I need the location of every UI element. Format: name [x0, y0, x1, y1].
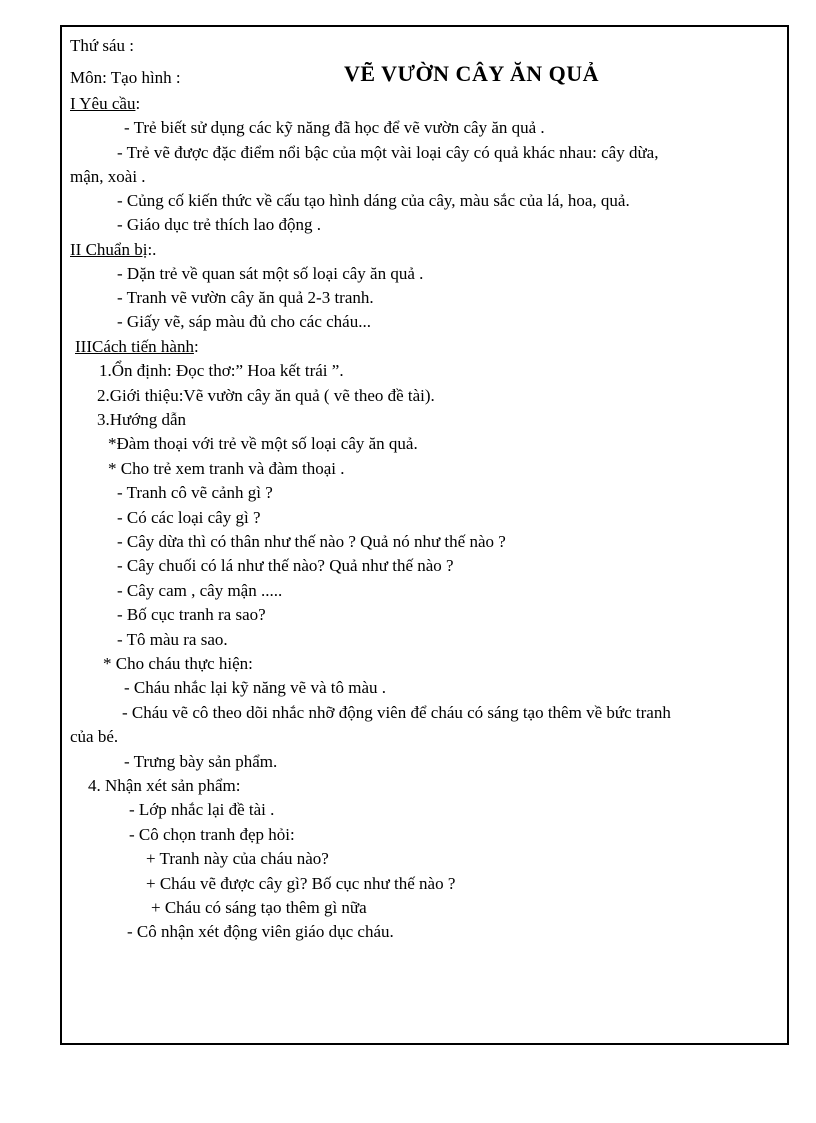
list-item: 4. Nhận xét sản phẩm:: [88, 776, 241, 795]
list-item: - Cây cam , cây mận .....: [117, 581, 283, 600]
list-item: - Giấy vẽ, sáp màu đủ cho các cháu...: [117, 312, 371, 331]
page-title: VẼ VƯỜN CÂY ĂN QUẢ: [344, 61, 600, 86]
subject-label: Môn: Tạo hình :: [70, 68, 181, 87]
list-item: - Lớp nhắc lại đề tài .: [129, 800, 275, 819]
list-item: * Cho cháu thực hiện:: [103, 654, 253, 673]
list-item: + Tranh này của cháu nào?: [146, 849, 329, 868]
list-item: - Giáo dục trẻ thích lao động .: [117, 215, 321, 234]
section-heading-requirements: [70, 94, 140, 114]
list-item: - Cây chuối có lá như thế nào? Quả như thế nào ?: [117, 556, 454, 575]
list-item: - Cháu vẽ cô theo dõi nhắc nhỡ động viên để cháu có sáng tạo thêm về bức tranh: [122, 703, 671, 722]
list-item: - Trẻ biết sử dụng các kỹ năng đã học để vẽ vườn cây ăn quả .: [124, 118, 545, 137]
list-item: - Tranh vẽ vườn cây ăn quả 2-3 tranh.: [117, 288, 374, 307]
list-item: - Cháu nhắc lại kỹ năng vẽ và tô màu .: [124, 678, 387, 697]
list-item: - Bố cục tranh ra sao?: [117, 605, 266, 624]
list-item: - Có các loại cây gì ?: [117, 508, 261, 527]
list-item: 1.Ổn định: Đọc thơ:” Hoa kết trái ”.: [99, 361, 344, 380]
list-item: - Tranh cô vẽ cảnh gì ?: [117, 483, 273, 502]
list-item: - Cây dừa thì có thân như thế nào ? Quả nó như thế nào ?: [117, 532, 506, 551]
list-item: - Trưng bày sản phẩm.: [124, 752, 278, 771]
list-item: của bé.: [70, 727, 119, 746]
list-item: - Trẻ vẽ được đặc điểm nổi bậc của một vài loại cây có quả khác nhau: cây dừa,: [117, 143, 659, 162]
section-heading-suffix: :.: [147, 240, 157, 259]
list-item: + Cháu có sáng tạo thêm gì nữa: [151, 898, 367, 917]
list-item: *Đàm thoại với trẻ về một số loại cây ăn quả.: [108, 434, 418, 453]
day-label: Thứ sáu :: [70, 36, 134, 55]
list-item: - Củng cố kiến thức về cấu tạo hình dáng của cây, màu sắc của lá, hoa, quả.: [117, 191, 630, 210]
section-heading-text: I Yêu cầu: [70, 94, 136, 113]
section-heading-suffix: :: [193, 337, 199, 356]
list-item: * Cho trẻ xem tranh và đàm thoại .: [108, 459, 345, 478]
list-item: - Cô nhận xét động viên giáo dục cháu.: [127, 922, 394, 941]
list-item: mận, xoài .: [70, 167, 146, 186]
list-item: - Dặn trẻ về quan sát một số loại cây ăn quả .: [117, 264, 424, 283]
section-heading-preparation: [70, 240, 156, 260]
list-item: 2.Giới thiệu:Vẽ vườn cây ăn quả ( vẽ theo đề tài).: [97, 386, 435, 405]
list-item: - Cô chọn tranh đẹp hỏi:: [129, 825, 295, 844]
list-item: - Tô màu ra sao.: [117, 630, 228, 649]
section-heading-suffix: :: [135, 94, 141, 113]
section-heading-text: II Chuẩn bị: [70, 240, 148, 259]
list-item: + Cháu vẽ được cây gì? Bố cục như thế nào ?: [146, 874, 456, 893]
section-heading-text: IIICách tiến hành: [75, 337, 194, 356]
section-heading-procedure: [75, 337, 199, 357]
list-item: 3.Hướng dẫn: [97, 410, 187, 429]
